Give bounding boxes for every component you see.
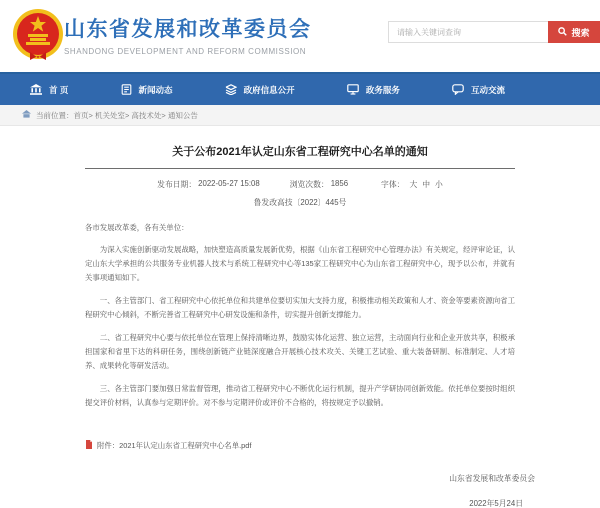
bank-icon: [30, 84, 42, 95]
search-icon: [558, 27, 567, 38]
main-nav: [0, 72, 600, 105]
nav-item-label: 新闻动态: [138, 84, 173, 95]
chat-icon: [452, 84, 464, 95]
home-icon: [22, 110, 31, 120]
font-size-control: [378, 179, 443, 190]
search-button[interactable]: [548, 21, 600, 43]
publish-date-value: 2022-05-27 15:08: [198, 179, 260, 188]
nav-item-label: 政府信息公开: [243, 84, 295, 95]
monitor-icon: [347, 84, 359, 95]
layers-icon: [225, 84, 237, 95]
signature-date: 2022年5月24日: [469, 499, 523, 508]
article: [0, 126, 600, 508]
site-title: 山东省发展和改革委员会: [64, 18, 312, 41]
search-bar: [388, 21, 600, 43]
paragraph-item-2: 二、省工程研究中心要与依托单位在管理上保持清晰边界，鼓励实体化运营、独立运营，主动面向行业和企业开放共享，积极承担国家和省里下达的科研任务，围绕创新链产业链深度融合开展核心技术攻关、关键工艺试验、重大装备研制、标准制定、人才培养、成果转化等研发活动。: [85, 333, 515, 370]
nav-item-label: 政务服务: [365, 84, 400, 95]
article-meta: [85, 179, 515, 190]
publish-date: [157, 179, 260, 190]
pdf-icon: [85, 440, 93, 451]
search-button-label: 搜索: [571, 27, 590, 38]
attachment-link[interactable]: [85, 440, 515, 451]
site-header: [0, 0, 600, 72]
view-count-label: 浏览次数：: [289, 180, 329, 189]
national-emblem: [12, 8, 64, 64]
site-subtitle: SHANDONG DEVELOPMENT AND REFORM COMMISSION: [64, 47, 307, 56]
nav-item-news[interactable]: [121, 84, 173, 96]
paragraph-intro: 为深入实施创新驱动发展战略，加快塑造高质量发展新优势，根据《山东省工程研究中心管理办法》有关规定，经评审论证，认定山东大学承担的公共服务专业机器人技术与系统工程研究中心等135家工程研究中心为山东省工程研究中心，现予以公布，并就有关事项通知如下。: [85, 245, 515, 282]
breadcrumb: [0, 105, 600, 126]
nav-item-label: 首 页: [49, 84, 69, 95]
page-title: 关于公布2021年认定山东省工程研究中心名单的通知: [172, 146, 428, 158]
nav-item-interaction[interactable]: [452, 84, 505, 96]
salutation: 各市发展改革委，各有关单位：: [85, 223, 189, 232]
nav-item-home[interactable]: [30, 84, 68, 96]
view-count-value: 1856: [330, 179, 349, 188]
nav-item-gov-info[interactable]: [225, 84, 295, 96]
font-size-medium-button[interactable]: 中: [422, 180, 431, 189]
publish-date-label: 发布日期：: [157, 180, 197, 189]
font-size-large-button[interactable]: 大: [409, 180, 418, 189]
search-input[interactable]: [388, 21, 548, 43]
font-size-label: 字体：: [381, 180, 405, 189]
paragraph-item-1: 一、各主管部门、省工程研究中心依托单位和共建单位要切实加大支持力度，积极推动相关政策和人才、资金等要素资源向省工程研究中心倾斜，不断完善省工程研究中心研发设施和条件，切实提升创新支撑能力。: [85, 296, 515, 319]
news-icon: [121, 84, 132, 95]
breadcrumb-text[interactable]: 当前位置：首页> 机关处室> 高技术处> 通知公告: [36, 110, 198, 120]
signature-org: 山东省发展和改革委员会: [449, 474, 535, 483]
site-brand: [64, 13, 312, 56]
signature-block: [85, 473, 535, 508]
nav-item-label: 互动交流: [470, 84, 505, 95]
attachment-label: 附件：2021年认定山东省工程研究中心名单.pdf: [97, 441, 252, 450]
view-count: [290, 179, 348, 190]
paragraph-item-3: 三、各主管部门要加强日常监督管理，推动省工程研究中心不断优化运行机制，提升产学研协同创新效能。依托单位要按时组织提交评价材料，认真参与定期评价。对不参与定期评价或评价不合格的，将按规定予以撤销。: [85, 384, 515, 407]
document-number: 鲁发改高技〔2022〕445号: [253, 198, 347, 207]
title-divider: [85, 168, 515, 169]
font-size-small-button[interactable]: 小: [435, 180, 443, 189]
nav-item-services[interactable]: [347, 84, 400, 96]
